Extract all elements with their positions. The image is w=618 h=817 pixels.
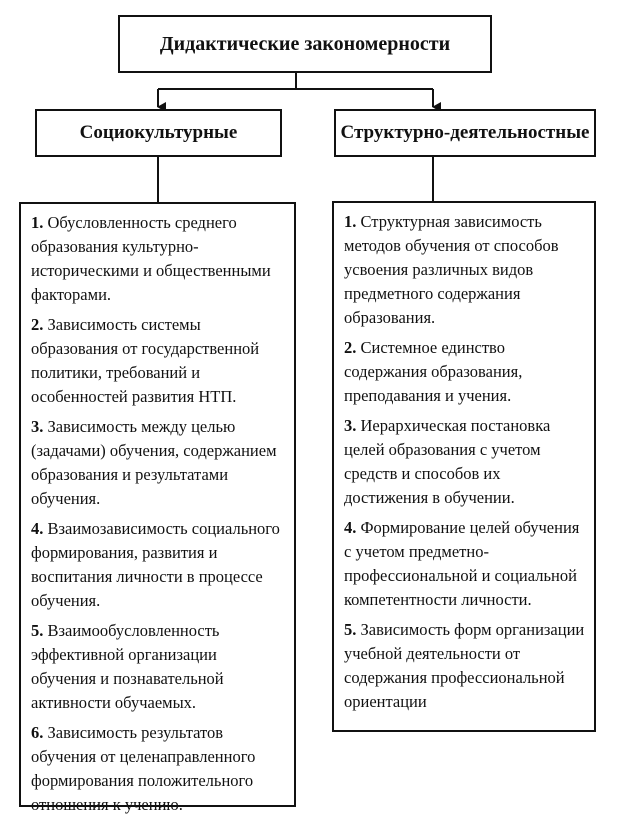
item-number: 2. <box>344 338 357 357</box>
item-text: Зависимость между целью (задачами) обучения, содержанием образования и результатами обучения. <box>31 417 277 508</box>
item-text: Системное единство содержания образования, преподавания и учения. <box>344 338 523 405</box>
list-item <box>344 210 586 330</box>
item-number: 2. <box>31 315 44 334</box>
item-number: 4. <box>344 518 357 537</box>
category-structural-activity-label: Структурно-деятельностные <box>340 122 590 143</box>
list-item <box>344 516 586 612</box>
item-text: Обусловленность среднего образования культурно-историческими и общественными факторами. <box>31 213 271 304</box>
item-number: 4. <box>31 519 44 538</box>
list-item <box>31 517 286 613</box>
category-structural-activity <box>334 109 596 157</box>
item-text: Иерархическая постановка целей образования с учетом средств и способов их достижения в обучении. <box>344 416 551 507</box>
item-text: Зависимость форм организации учебной деятельности от содержания профессиональной ориентации <box>344 620 585 711</box>
item-text: Зависимость результатов обучения от целенаправленного формирования положительного отношения к учению. <box>31 723 256 814</box>
structural-activity-list <box>332 201 596 732</box>
item-number: 5. <box>344 620 357 639</box>
item-number: 1. <box>31 213 44 232</box>
item-text: Взаимообусловленность эффективной организации обучения и познавательной активности обучаемых. <box>31 621 224 712</box>
list-item <box>31 619 286 715</box>
diagram-title <box>118 15 492 73</box>
item-number: 5. <box>31 621 44 640</box>
sociocultural-list <box>19 202 296 814</box>
category-sociocultural <box>35 109 282 157</box>
item-number: 6. <box>31 723 44 742</box>
item-number: 1. <box>344 212 357 231</box>
list-item <box>31 313 286 409</box>
list-item <box>31 211 286 307</box>
list-item <box>344 414 586 510</box>
item-number: 3. <box>31 417 44 436</box>
item-number: 3. <box>344 416 357 435</box>
list-item <box>344 336 586 408</box>
diagram-title-text: Дидактические закономерности <box>159 32 451 55</box>
item-text: Формирование целей обучения с учетом предметно-профессиональной и социальной компетентности личности. <box>344 518 580 609</box>
list-item <box>344 618 586 714</box>
category-sociocultural-label: Социокультурные <box>79 122 238 143</box>
item-text: Структурная зависимость методов обучения от способов усвоения различных видов предметного содержания образования. <box>344 212 559 327</box>
list-item <box>31 721 286 817</box>
list-item <box>31 415 286 511</box>
item-text: Взаимозависимость социального формирования, развития и воспитания личности в процессе обучения. <box>31 519 280 610</box>
item-text: Зависимость системы образования от государственной политики, требований и особенностей развития НТП. <box>31 315 260 406</box>
